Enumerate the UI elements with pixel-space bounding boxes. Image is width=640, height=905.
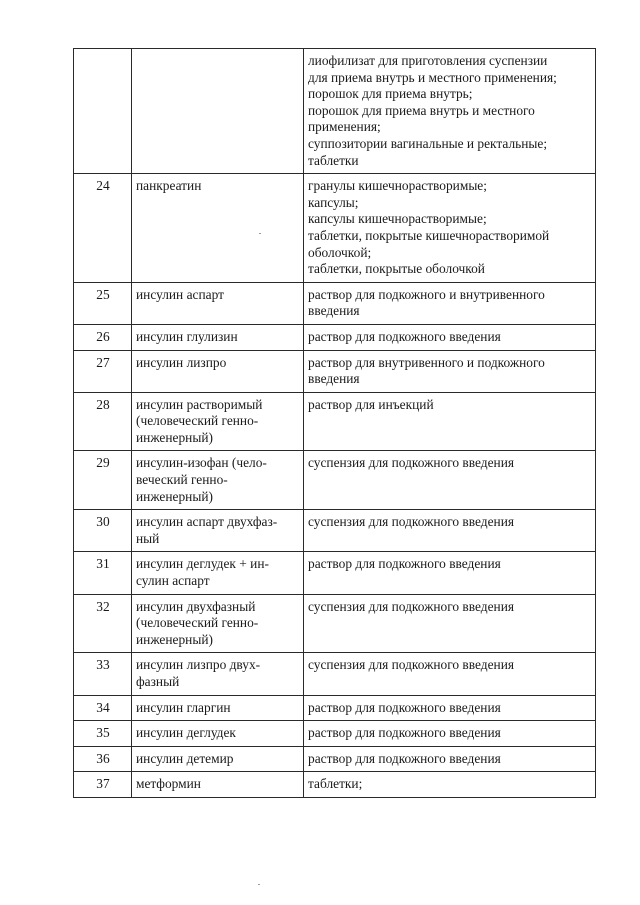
row-number-cell: 26 [74, 324, 132, 350]
drug-name-line: панкреатин [136, 178, 202, 194]
dosage-form-line: суспензия для подкожного введения [308, 657, 515, 673]
row-number-cell: 29 [74, 451, 132, 510]
drug-name-line: инсулин аспарт двухфаз- [136, 514, 278, 530]
dosage-form-line: таблетки, покрытые кишечнорастворимой [308, 227, 550, 243]
dosage-form-cell [304, 324, 596, 350]
drug-name-line: ный [136, 530, 160, 546]
drug-name-cell [132, 174, 304, 283]
drug-name-cell [132, 653, 304, 695]
dosage-form-line: суспензия для подкожного введения [308, 514, 515, 530]
dosage-form-line: применения; [308, 119, 381, 135]
table-row [74, 552, 596, 594]
drug-name-line: инсулин растворимый [136, 396, 263, 412]
drug-table-body [74, 49, 596, 798]
drug-name-line: фазный [136, 674, 180, 689]
dosage-form-line: раствор для подкожного введения [308, 556, 501, 572]
dosage-form-cell [304, 282, 596, 324]
table-row [74, 594, 596, 653]
dosage-form-cell [304, 552, 596, 594]
dosage-form-line: гранулы кишечнорастворимые; [308, 178, 487, 194]
drug-name-line: инженерный) [136, 488, 213, 504]
dosage-form-line: раствор для подкожного и внутривенного [308, 286, 545, 302]
table-row [74, 392, 596, 451]
dosage-form-line: таблетки, покрытые оболочкой [308, 261, 485, 277]
table-row [74, 510, 596, 552]
dosage-form-line: капсулы; [308, 194, 359, 210]
row-number-cell [74, 49, 132, 174]
dosage-form-line: введения [308, 303, 360, 319]
dosage-form-line: порошок для приема внутрь; [308, 86, 473, 102]
drug-name-line: инженерный) [136, 631, 213, 647]
drug-name-line: инсулин-изофан (чело- [136, 455, 267, 471]
drug-name-cell [132, 510, 304, 552]
table-row [74, 49, 596, 174]
table-row [74, 451, 596, 510]
drug-name-cell [132, 282, 304, 324]
dosage-form-cell [304, 653, 596, 695]
row-number-cell: 31 [74, 552, 132, 594]
dosage-form-line: для приема внутрь и местного применения; [308, 69, 557, 85]
row-number-cell: 37 [74, 772, 132, 798]
dosage-form-line: введения [308, 371, 360, 387]
drug-name-cell [132, 49, 304, 174]
row-number-cell: 35 [74, 721, 132, 747]
dosage-form-line: лиофилизат для приготовления суспензии [308, 53, 548, 68]
row-number-cell: 34 [74, 695, 132, 721]
dosage-form-line: раствор для инъекций [308, 396, 434, 412]
row-number-cell: 24 [74, 174, 132, 283]
table-row [74, 282, 596, 324]
dosage-form-cell [304, 695, 596, 721]
dosage-form-line: раствор для подкожного введения [308, 699, 501, 715]
scan-speck [259, 233, 261, 234]
drug-name-cell [132, 552, 304, 594]
row-number-cell: 36 [74, 746, 132, 772]
table-row [74, 772, 596, 798]
drug-name-line: инсулин детемир [136, 750, 234, 766]
table-row [74, 324, 596, 350]
dosage-form-line: таблетки [308, 152, 359, 168]
drug-table [73, 48, 596, 798]
dosage-form-line: суппозитории вагинальные и ректальные; [308, 135, 548, 151]
row-number-cell: 33 [74, 653, 132, 695]
dosage-form-line: суспензия для подкожного введения [308, 598, 515, 614]
table-row [74, 695, 596, 721]
dosage-form-cell [304, 451, 596, 510]
scan-speck [258, 884, 260, 885]
dosage-form-cell [304, 392, 596, 451]
drug-name-cell [132, 451, 304, 510]
table-row [74, 174, 596, 283]
drug-name-cell [132, 324, 304, 350]
row-number-cell: 25 [74, 282, 132, 324]
dosage-form-line: оболочкой; [308, 244, 372, 260]
drug-name-line: инженерный) [136, 429, 213, 445]
dosage-form-line: раствор для внутривенного и подкожного [308, 354, 545, 370]
drug-name-cell [132, 350, 304, 392]
dosage-form-cell [304, 49, 596, 174]
drug-name-line: (человеческий генно- [136, 413, 259, 429]
dosage-form-cell [304, 350, 596, 392]
table-row [74, 721, 596, 747]
drug-name-line: инсулин лизпро двух- [136, 657, 261, 673]
dosage-form-line: раствор для подкожного введения [308, 328, 501, 344]
dosage-form-cell [304, 746, 596, 772]
drug-name-line: инсулин гларгин [136, 699, 231, 715]
dosage-form-line: суспензия для подкожного введения [308, 455, 515, 471]
dosage-form-cell [304, 594, 596, 653]
dosage-form-line: таблетки; [308, 776, 363, 792]
drug-name-line: инсулин аспарт [136, 286, 224, 302]
dosage-form-cell [304, 721, 596, 747]
table-row [74, 653, 596, 695]
drug-name-cell [132, 721, 304, 747]
drug-name-line: (человеческий генно- [136, 615, 259, 631]
dosage-form-line: раствор для подкожного введения [308, 750, 501, 766]
drug-name-line: инсулин глулизин [136, 328, 238, 344]
drug-name-line: инсулин деглудек + ин- [136, 556, 269, 572]
dosage-form-line: порошок для приема внутрь и местного [308, 102, 535, 118]
drug-name-cell [132, 594, 304, 653]
drug-name-line: метформин [136, 776, 201, 792]
row-number-cell: 30 [74, 510, 132, 552]
drug-name-line: инсулин лизпро [136, 354, 227, 370]
drug-name-line: инсулин двухфазный [136, 598, 256, 614]
dosage-form-cell [304, 772, 596, 798]
row-number-cell: 28 [74, 392, 132, 451]
drug-name-cell [132, 392, 304, 451]
dosage-form-cell [304, 510, 596, 552]
table-row [74, 350, 596, 392]
drug-name-cell [132, 746, 304, 772]
row-number-cell: 32 [74, 594, 132, 653]
drug-name-line: сулин аспарт [136, 573, 210, 589]
row-number-cell: 27 [74, 350, 132, 392]
dosage-form-line: капсулы кишечнорастворимые; [308, 211, 487, 227]
dosage-form-cell [304, 174, 596, 283]
drug-name-cell [132, 772, 304, 798]
drug-name-cell [132, 695, 304, 721]
table-row [74, 746, 596, 772]
drug-name-line: инсулин деглудек [136, 725, 236, 741]
dosage-form-line: раствор для подкожного введения [308, 725, 501, 741]
drug-name-line: веческий генно- [136, 472, 228, 488]
